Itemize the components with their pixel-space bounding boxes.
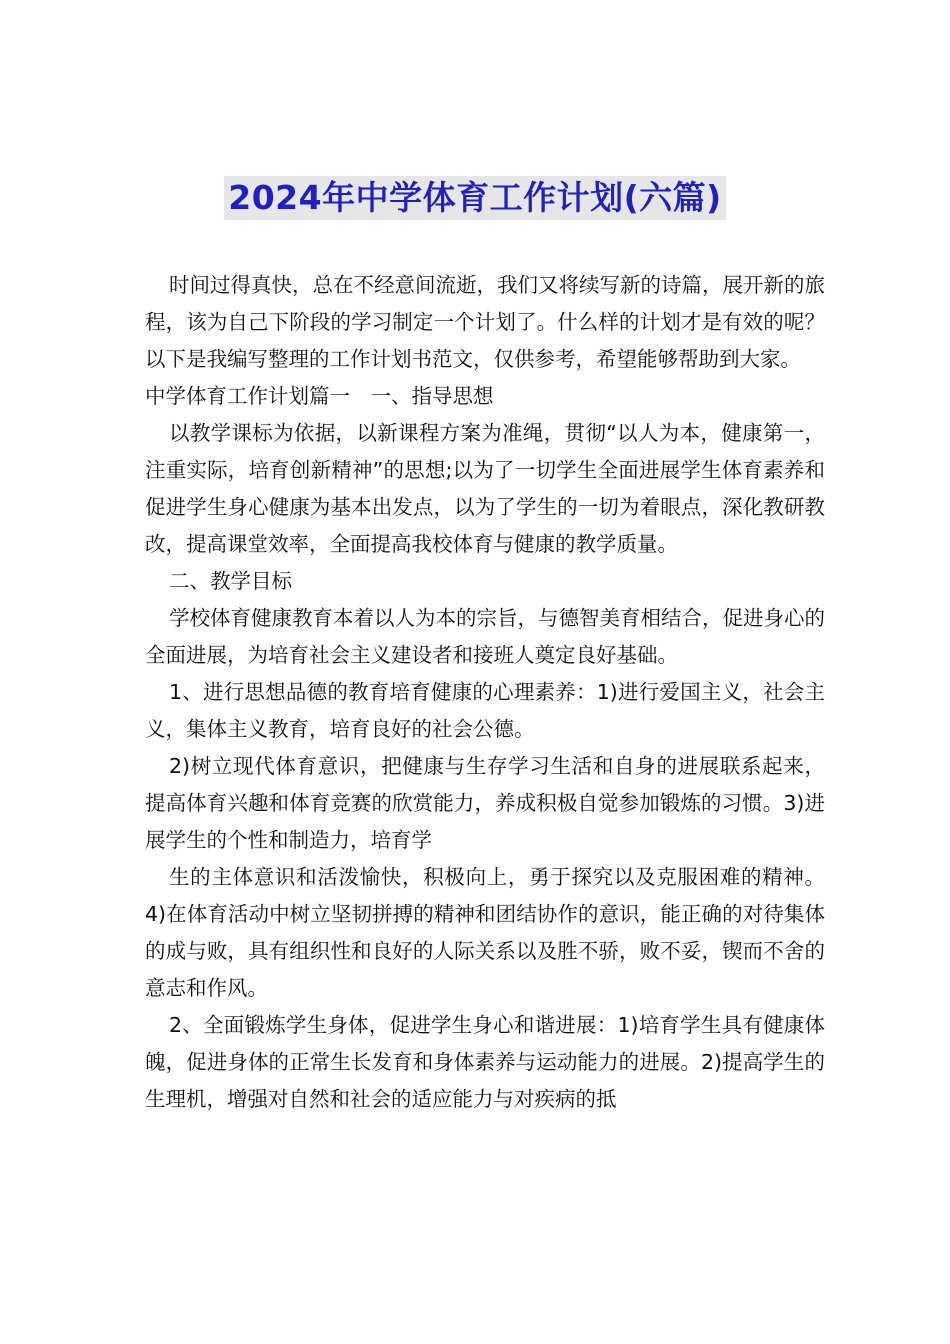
intro-paragraph: 时间过得真快，总在不经意间流逝，我们又将续写新的诗篇，展开新的旅程，该为自己下阶段的学习制定一个计划了。什么样的计划才是有效的呢？以下是我编写整理的工作计划书范文，仅供参考，希望能够帮助到大家。 bbox=[145, 273, 825, 371]
document-body bbox=[145, 267, 825, 1118]
document-title: 2024年中学体育工作计划(六篇) bbox=[224, 176, 726, 220]
goal-item-4: 2、全面锻炼学生身体，促进学生身心和谐进展：1)培育学生具有健康体魄，促进身体的正常生长发育和身体素养与运动能力的进展。2)提高学生的生理机，增强对自然和社会的适应能力与对疾病的抵 bbox=[145, 1013, 825, 1111]
guiding-thought-paragraph: 以教学课标为依据，以新课程方案为准绳，贯彻“以人为本，健康第一，注重实际，培育创新精神”的思想;以为了一切学生全面进展学生体育素养和促进学生身心健康为基本出发点，以为了学生的一切为着眼点，深化教研教改，提高课堂效率，全面提高我校体育与健康的教学质量。 bbox=[145, 421, 825, 556]
teaching-goals-heading: 二、教学目标 bbox=[169, 569, 292, 593]
goal-item-2: 2)树立现代体育意识，把健康与生存学习生活和自身的进展联系起来，提高体育兴趣和体育竞赛的欣赏能力，养成积极自觉参加锻炼的习惯。3)进展学生的个性和制造力，培育学 bbox=[145, 754, 825, 852]
title-container bbox=[0, 176, 950, 220]
goals-paragraph: 学校体育健康教育本着以人为本的宗旨，与德智美育相结合，促进身心的全面进展，为培育社会主义建设者和接班人奠定良好基础。 bbox=[145, 606, 825, 667]
goal-item-3: 生的主体意识和活泼愉快，积极向上，勇于探究以及克服困难的精神。4)在体育活动中树立坚韧拼搏的精神和团结协作的意识，能正确的对待集体的成与败，具有组织性和良好的人际关系以及胜不骄，败不妥，锲而不舍的意志和作风。 bbox=[145, 865, 825, 1000]
goal-item-1: 1、进行思想品德的教育培育健康的心理素养：1)进行爱国主义，社会主义，集体主义教育，培育良好的社会公德。 bbox=[145, 680, 825, 741]
section-heading: 中学体育工作计划篇一 一、指导思想 bbox=[145, 384, 494, 408]
